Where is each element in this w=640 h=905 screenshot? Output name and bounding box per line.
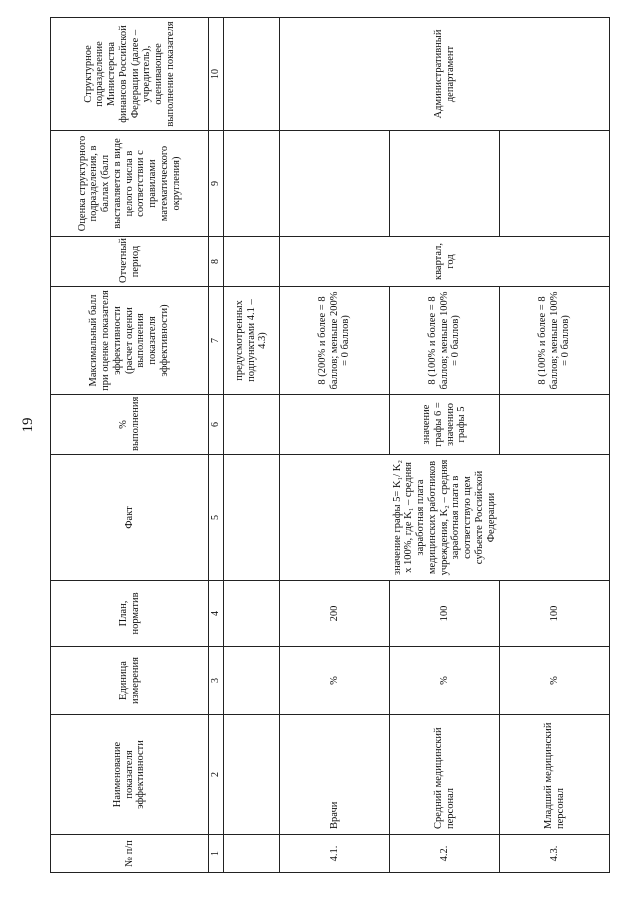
index-row: [209, 18, 224, 873]
index-cell: 10: [209, 18, 224, 131]
plan-cell: 200: [280, 581, 390, 647]
indicator-name: Младший медицинский персонал: [500, 715, 610, 835]
plan-cell: 100: [390, 581, 500, 647]
index-cell: 3: [209, 647, 224, 715]
header-assessment: Оценка структурного подразделения, в баллах (балл выставляется в виде целого числа в соответствии с правилами математического округления): [51, 131, 209, 237]
unit-cell: %: [280, 647, 390, 715]
indicator-name: Средний медицинский персонал: [390, 715, 500, 835]
index-cell: 8: [209, 237, 224, 287]
row-number: 4.3.: [500, 835, 610, 873]
max-score-cell: 8 (100% и более = 8 баллов; меньше 100% = 0 баллов): [390, 287, 500, 395]
unit-cell: %: [500, 647, 610, 715]
header-department: Структурное подразделение Министерства финансов Российской Федерации (далее – учредитель), оценивающее выполнение показателя: [51, 18, 209, 131]
header-period: Отчетный период: [51, 237, 209, 287]
rotated-table-wrapper: [50, 18, 610, 873]
table-row: [390, 18, 500, 873]
header-plan: План, норматив: [51, 581, 209, 647]
empty-cell: [500, 395, 610, 455]
table-row: [500, 18, 610, 873]
indicator-name: Врачи: [280, 715, 390, 835]
empty-cell: [224, 455, 280, 581]
header-max-score: Максимальный балл при оценке показателя эффективности (расчет оценки выполнения показателя эффективности): [51, 287, 209, 395]
header-percent: % выполнения: [51, 395, 209, 455]
table-row: [280, 18, 390, 873]
row-number: 4.2.: [390, 835, 500, 873]
empty-cell: [280, 395, 390, 455]
index-cell: 6: [209, 395, 224, 455]
indicators-table: [50, 17, 610, 873]
header-num: № п/п: [51, 835, 209, 873]
fact-cell: значение графы 5= K₁/ K₂ x 100%, где K₁ – средняя заработная плата медицинских работников учреждения, K₂ – средняя заработная плата в соответствую щем субъекте Российской Федерации: [280, 455, 610, 581]
empty-cell: [224, 237, 280, 287]
empty-cell: [224, 395, 280, 455]
empty-cell: [224, 581, 280, 647]
empty-cell: [224, 715, 280, 835]
index-cell: 9: [209, 131, 224, 237]
index-cell: 5: [209, 455, 224, 581]
department-cell: Административный департамент: [280, 18, 610, 131]
percent-cell: значение графы 6 = значению графы 5: [390, 395, 500, 455]
plan-cell: 100: [500, 581, 610, 647]
index-cell: 4: [209, 581, 224, 647]
empty-cell: [500, 131, 610, 237]
index-cell: 2: [209, 715, 224, 835]
page-number: 19: [19, 417, 36, 433]
empty-cell: [224, 131, 280, 237]
empty-cell: [280, 131, 390, 237]
period-cell: квартал, год: [280, 237, 610, 287]
header-row: [51, 18, 209, 873]
empty-cell: [390, 131, 500, 237]
section-row: [224, 18, 280, 873]
empty-cell: [224, 835, 280, 873]
table-container: [50, 18, 610, 873]
max-score-cell: 8 (100% и более = 8 баллов; меньше 100% = 0 баллов): [500, 287, 610, 395]
header-unit: Единица измерения: [51, 647, 209, 715]
header-name: Наименование показателя эффективности: [51, 715, 209, 835]
section-note: предусмотренных подпунктами 4.1 – 4.3): [224, 287, 280, 395]
row-number: 4.1.: [280, 835, 390, 873]
empty-cell: [224, 647, 280, 715]
header-fact: Факт: [51, 455, 209, 581]
unit-cell: %: [390, 647, 500, 715]
index-cell: 7: [209, 287, 224, 395]
max-score-cell: 8 (200% и более = 8 баллов; меньше 200% = 0 баллов): [280, 287, 390, 395]
index-cell: 1: [209, 835, 224, 873]
empty-cell: [224, 18, 280, 131]
